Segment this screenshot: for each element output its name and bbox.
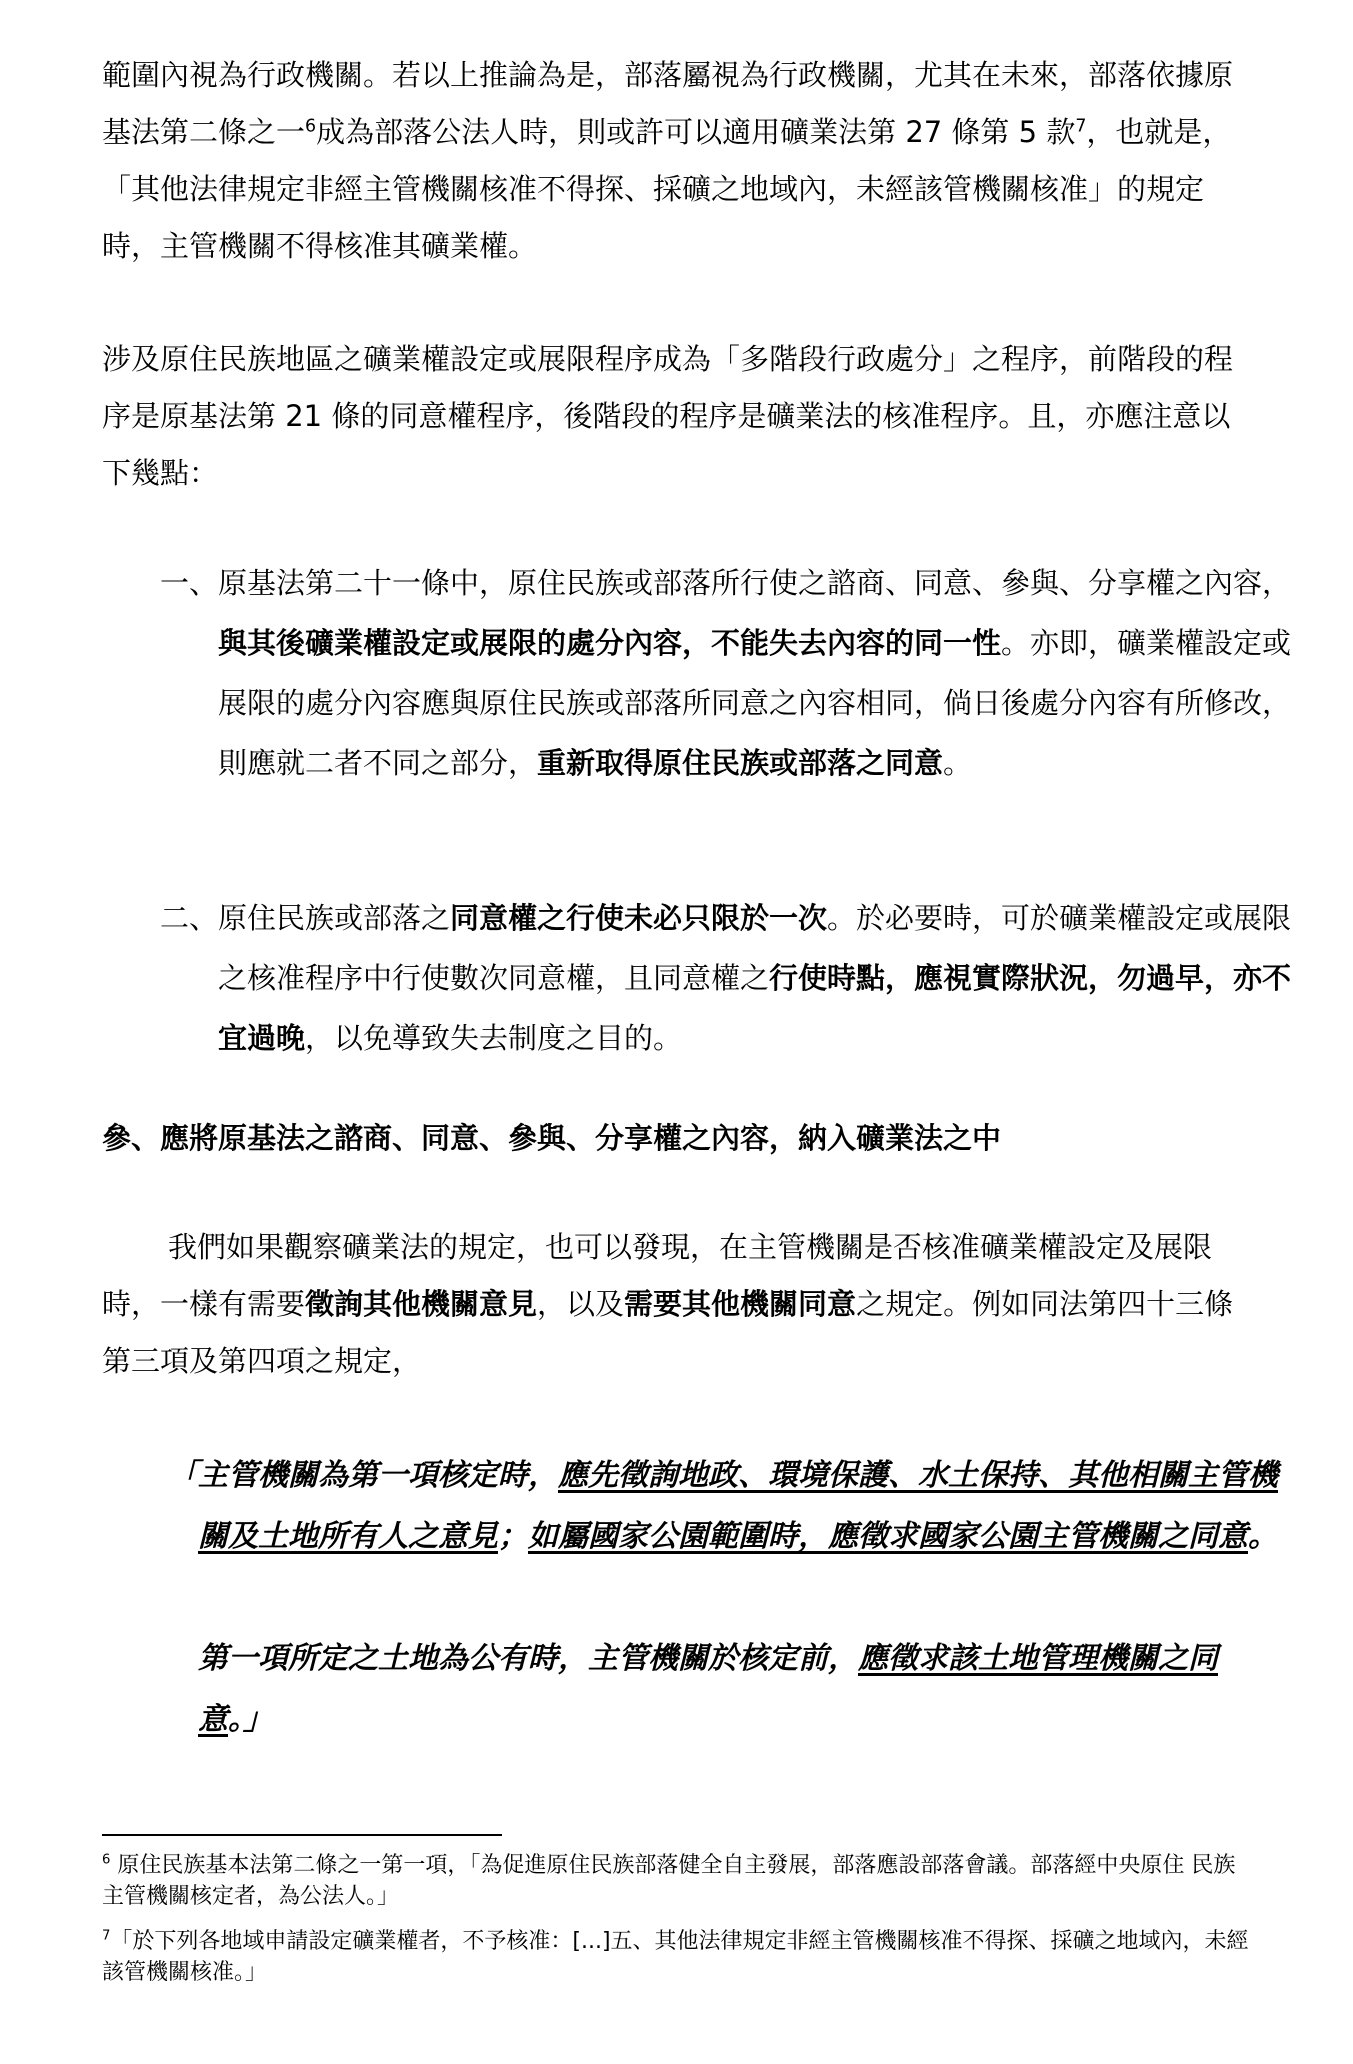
quote-article-43-paragraph-4 — [168, 1628, 1280, 1750]
footnote-text: 原住民族基本法第二條之一第一項，「為促進原住民族部落健全自主發展，部落應設部落會議。部落經中央原住 民族主管機關核定者，為公法人。」 — [102, 1853, 1236, 1909]
footnote-ref-7[interactable]: 7 — [1075, 116, 1087, 137]
list-item-1 — [160, 553, 1308, 793]
quote-text: ； — [498, 1519, 528, 1554]
quote-underlined: 如屬國家公園範圍時，應徵求國家公園主管機關之同意 — [528, 1519, 1248, 1554]
paragraph-text: 之規定。例如同法第四十三條第三項及第四項之規定， — [102, 1287, 1234, 1378]
paragraph-emphasis: 徵詢其他機關意見 — [305, 1287, 538, 1321]
item-emphasis: 行使時點，應視實際狀況，勿過早，亦不宜過晚 — [218, 961, 1292, 1055]
section-heading: 參、應將原基法之諮商、同意、參與、分享權之內容，納入礦業法之中 — [102, 1121, 1002, 1155]
quote-text: 「主管機關為第一項核定時， — [168, 1458, 558, 1493]
footnote-divider — [102, 1834, 502, 1836]
item-text: 。於必要時，可於礦業權設定或展限之核准程序中行使數次同意權，且同意權之 — [218, 901, 1292, 995]
footnote-number: 6 — [102, 1852, 111, 1868]
paragraph-mining-law-observation — [102, 1219, 1250, 1390]
quote-text: 第一項所定之土地為公有時，主管機關於核定前， — [198, 1641, 858, 1676]
paragraph-text: 範圍內視為行政機關。若以上推論為是，部落屬視為行政機關，尤其在未來，部落依據原基法第二條之一 — [102, 58, 1234, 149]
paragraph-text: ，以及 — [537, 1287, 625, 1321]
list-item-2 — [160, 888, 1308, 1068]
item-text: 。亦即，礦業權設定或展限的處分內容應與原住民族或部落所同意之內容相同，倘日後處分內容有所修改，則應就二者不同之部分， — [218, 626, 1292, 780]
item-text: ，以免導致失去制度之目的。 — [305, 1021, 683, 1055]
quote-text: 。」 — [228, 1702, 273, 1737]
footnote-ref-6[interactable]: 6 — [305, 116, 317, 137]
paragraph-emphasis: 需要其他機關同意 — [624, 1287, 857, 1321]
footnote-6 — [102, 1850, 1250, 1912]
quote-article-43-paragraph-3 — [168, 1445, 1280, 1567]
footnote-7 — [102, 1926, 1250, 1988]
quote-text: 。 — [1248, 1519, 1278, 1554]
item-emphasis: 重新取得原住民族或部落之同意 — [537, 746, 944, 780]
quote-underlined: 應徵求該土地管理機關之同意 — [198, 1641, 1218, 1737]
paragraph-multi-stage: 涉及原住民族地區之礦業權設定或展限程序成為「多階段行政處分」之程序，前階段的程序是原基法第 21 條的同意權程序，後階段的程序是礦業法的核准程序。且，亦應注意以下幾點： — [102, 342, 1234, 490]
paragraph-text: 成為部落公法人時，則或許可以適用礦業法第 27 條第 5 款 — [316, 115, 1076, 149]
paragraph-text: ，也就是，「其他法律規定非經主管機關核准不得探、採礦之地域內，未經該管機關核准」的規定時，主管機關不得核准其礦業權。 — [102, 115, 1232, 263]
item-text: 二、原住民族或部落之 — [160, 901, 451, 935]
paragraph-mining-law-applicability — [102, 47, 1250, 275]
footnote-number: 7 — [102, 1928, 111, 1944]
item-text: 。 — [943, 746, 973, 780]
item-emphasis: 同意權之行使未必只限於一次 — [450, 901, 828, 935]
item-text: 一、原基法第二十一條中，原住民族或部落所行使之諮商、同意、參與、分享權之內容， — [160, 566, 1292, 600]
item-emphasis: 與其後礦業權設定或展限的處分內容，不能失去內容的同一性 — [218, 626, 1002, 660]
footnote-text: 「於下列各地域申請設定礦業權者，不予核准：[...]五、其他法律規定非經主管機關核准不得探、採礦之地域內，未經該管機關核准。」 — [102, 1929, 1249, 1985]
paragraph-text: 我們如果觀察礦業法的規定，也可以發現，在主管機關是否核准礦業權設定及展限時，一樣有需要 — [102, 1230, 1213, 1321]
quote-underlined: 應先徵詢地政、環境保護、水土保持、其他相關主管機關及土地所有人之意見 — [198, 1458, 1278, 1554]
